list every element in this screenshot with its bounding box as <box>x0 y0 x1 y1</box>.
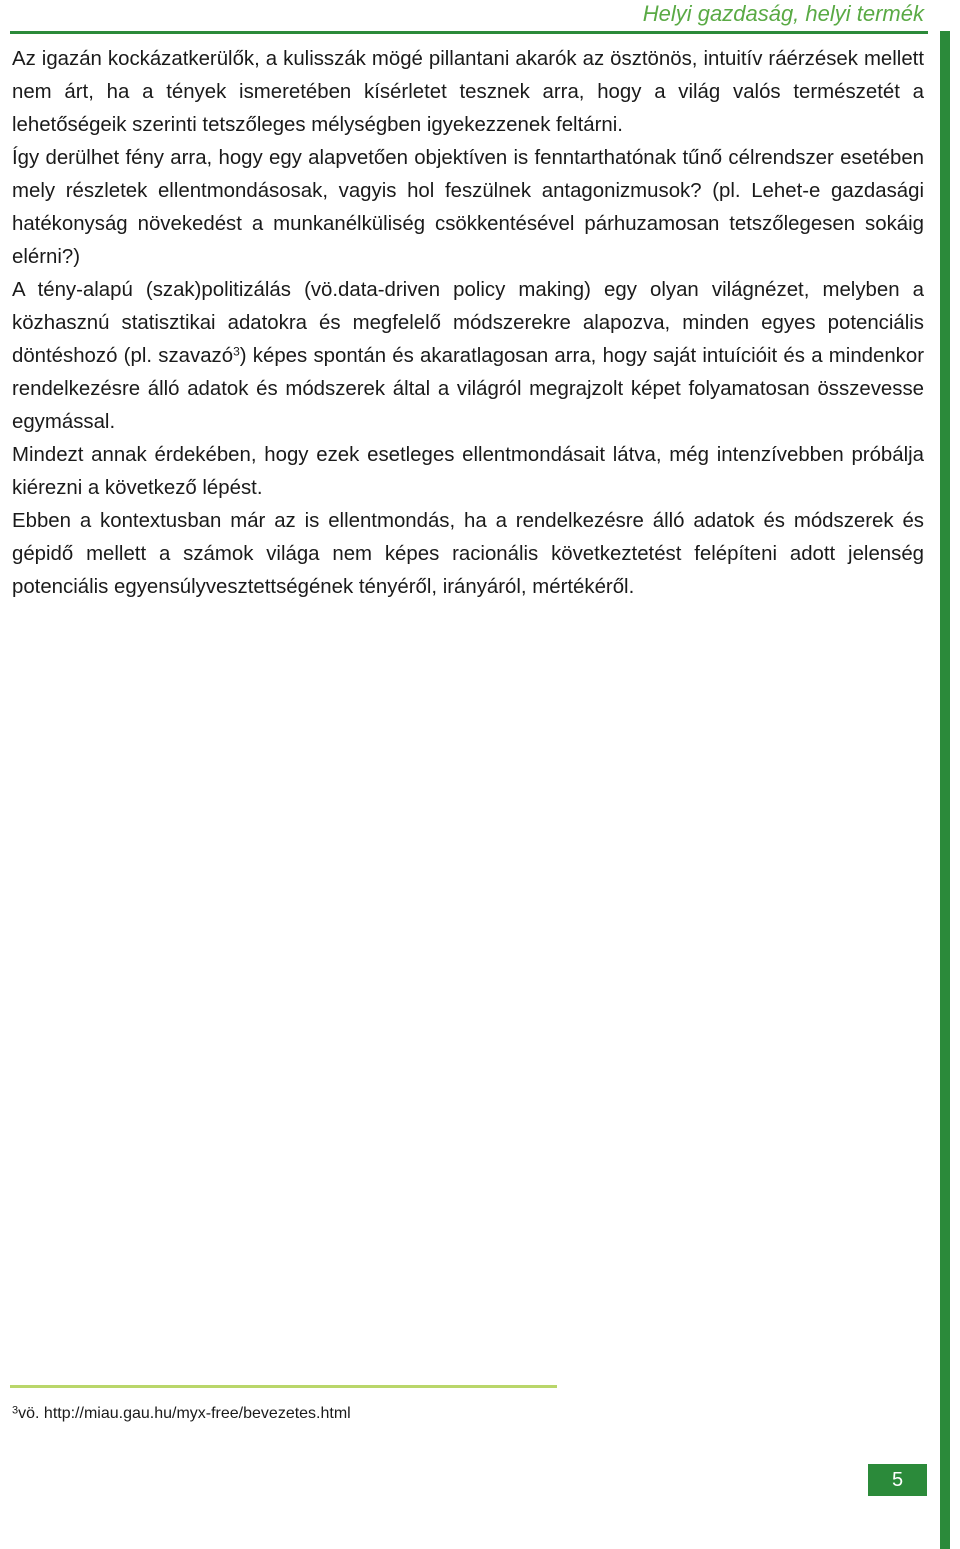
footnote-divider <box>10 1385 557 1388</box>
footnote-text[interactable]: vö. http://miau.gau.hu/myx-free/bevezetes.html <box>18 1405 351 1422</box>
main-text <box>12 43 924 604</box>
paragraph-3-text-end: ) képes spontán és akaratlagosan arra, hogy saját intuícióit és a mindenkor rendelkezésre álló adatok és módszerek által a világról megrajzolt képet folyamatosan összevesse egymással. <box>12 345 925 433</box>
footnote-number: 3 <box>12 1404 19 1417</box>
footnote <box>12 1403 351 1425</box>
paragraph-4: Mindezt annak érdekében, hogy ezek esetleges ellentmondásait látva, még intenzívebben próbálja kiérezni a következő lépést. <box>12 444 924 499</box>
header-divider <box>10 31 928 34</box>
paragraph-5: Ebben a kontextusban már az is ellentmondás, ha a rendelkezésre álló adatok és módszerek és gépidő mellett a számok világa nem képes racionális következtetést felépíteni adott jelenség potenciális egyensúlyvesztettségének tényéről, irányáról, mértékéről. <box>12 510 924 598</box>
paragraph-1: Az igazán kockázatkerülők, a kulisszák mögé pillantani akarók az ösztönös, intuitív ráérzések mellett nem árt, ha a tények ismeretében kísérletet tesznek arra, hogy a világ valós természetét a lehetőségeik szerinti tetszőleges mélységben igyekezzenek feltárni. <box>12 48 924 136</box>
page-number-badge: 5 <box>868 1464 927 1496</box>
running-header-title: Helyi gazdaság, helyi termék <box>642 1 924 26</box>
paragraph-3-text-start: A tény-alapú (szak)politizálás (vö.data-driven policy making) egy olyan világnézet, melyben a közhasznú statisztikai adatokra és megfelelő módszerekre alapozva, minden egyes potenciális döntéshozó (pl. szavazó <box>12 279 924 367</box>
page-side-bar <box>940 31 950 1549</box>
footnote-reference[interactable]: 3 <box>233 344 240 359</box>
paragraph-3 <box>12 274 924 439</box>
paragraph-2: Így derülhet fény arra, hogy egy alapvetően objektíven is fenntarthatónak tűnő célrendszer esetében mely részletek ellentmondásosak, vagyis hol feszülnek antagonizmusok? (pl. Lehet-e gazdasági hatékonyság növekedést a munkanélküliség csökkentésével párhuzamosan tetszőlegesen sokáig elérni?) <box>12 147 924 268</box>
